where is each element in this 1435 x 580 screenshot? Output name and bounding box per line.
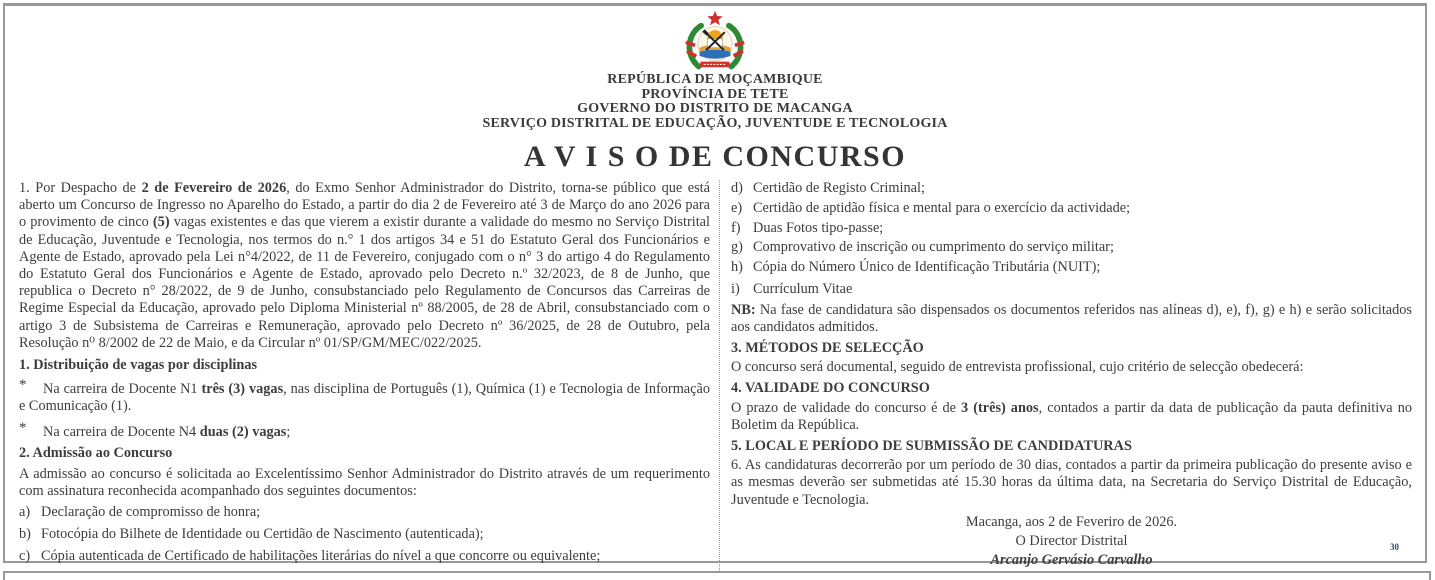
place-date-line: Macanga, aos 2 de Feveriro de 2026. [965, 513, 1178, 530]
item-label: f) [731, 219, 741, 236]
item-text: Certidão de aptidão física e mental para o exercício da actividade; [753, 199, 1131, 216]
left-column [19, 180, 719, 580]
item-text: Duas Fotos tipo-passe; [753, 219, 884, 236]
document-item-d [731, 180, 1412, 197]
item-label: a) [19, 504, 31, 521]
section5-paragraph: 6. As candidaturas decorrerão por um período de 30 dias, contados a partir da primeira publicação do presente aviso e as mesmas deverão ser submetidas até 15.30 horas da última data, na Secretaria do Serviço Distrital de Educação, Juventude e Tecnologia. [731, 457, 1412, 508]
item-text: Certidão de Registo Criminal; [753, 180, 925, 196]
org-line-province: PROVÍNCIA DE TETE [641, 86, 789, 102]
document-item-e [731, 200, 1412, 217]
item-text: Cópia do Número Único de Identificação Tributária (NUIT); [753, 259, 1101, 276]
notice-body [5, 178, 1425, 580]
org-line-republic: REPÚBLICA DE MOÇAMBIQUE [607, 72, 823, 87]
item-label: h) [731, 259, 743, 276]
notice-title: A V I S O DE CONCURSO [523, 140, 907, 173]
section4-heading: 4. VALIDADE DO CONCURSO [731, 380, 930, 397]
vacancy-bullet-n1: * Na carreira de Docente N1 três (3) vagas, nas disciplina de Português (1), Química (1) e Tecnologia de Informação e Comunicação (1). [19, 377, 710, 415]
item-label: b) [19, 526, 31, 543]
item-label: c) [19, 547, 31, 564]
document-item-h [731, 259, 1412, 276]
item-label: i) [731, 281, 740, 298]
asterisk-marker: * [19, 377, 27, 394]
item-text: Declaração de compromisso de honra; [41, 504, 261, 521]
notice-document-frame [3, 3, 1427, 568]
admission-paragraph: A admissão ao concurso é solicitada ao Excelentíssimo Senhor Administrador do Distrito através de um requerimento com assinatura reconhecida acompanhado dos seguintes documentos: [19, 466, 710, 500]
document-header [5, 6, 1425, 131]
section2-heading: 2. Admissão ao Concurso [19, 444, 173, 461]
section5-heading: 5. LOCAL E PERÍODO DE SUBMISSÃO DE CANDIDATURAS [731, 438, 1132, 455]
signature-block [731, 513, 1412, 580]
right-column [720, 180, 1412, 580]
section3-heading: 3. MÉTODOS DE SELECÇÃO [731, 340, 924, 356]
document-item-a [19, 504, 710, 521]
item-label: g) [731, 239, 743, 256]
item-label: d) [731, 180, 743, 196]
document-item-f [731, 220, 1412, 237]
intro-paragraph: 1. Por Despacho de 2 de Fevereiro de 2026, do Exmo Senhor Administrador do Distrito, torna-se público que está aberto um Concurso de Ingresso no Aparelho do Estado, a partir do dia 2 de Fevereiro até 3 de Março do ano 2026 para o provimento de cinco (5) vagas existentes e das que vierem a existir durante a validade do mesmo no Serviço Distrital de Educação, Juventude e Tecnologia, nos termos do n.° 1 dos artigos 34 e 51 do Estatuto Geral dos Funcionários e Agente de Estado, aprovado pela Lei n°4/2022, de 11 de Fevereiro, conjugado com o n° 3 do artigo 4 do Regulamento do Estatuto Geral dos Funcionários e Agente de Estado, aprovado pelo Decreto n.º 32/2023, de 8 de Junho, que republica o Decreto n° 28/2022, de 9 de Junho, consubstanciado pelo Regulamento de Concursos das Carreiras de Regime Especial da Educação, aprovado pelo Diploma Ministerial nº 88/2005, de 28 de Abril, consubstanciado com o artigo 3 de Subsistema de Carreiras e Remuneração, aprovado pelo Decreto nº 36/2025, de 28 de Outubro, pela Resolução n⁰ 8/2002 de 22 de Maio, e da Circular nº 01/SP/GM/MEC/022/2025. [19, 180, 710, 351]
section3-paragraph: O concurso será documental, seguido de entrevista profissional, cujo critério de selecção obedecerá: [731, 359, 1304, 376]
item-label: e) [731, 199, 743, 216]
org-line-district: GOVERNO DO DISTRITO DE MACANGA [577, 101, 853, 116]
document-item-i [731, 281, 1412, 298]
document-item-c [19, 548, 710, 565]
signer-role: O Director Distrital [1015, 532, 1128, 549]
next-notice-frame-top [3, 571, 1431, 580]
vacancy-bullet-n4: * Na carreira de Docente N4 duas (2) vagas; [19, 419, 291, 440]
page-number: 30 [1390, 542, 1399, 552]
section4-paragraph: O prazo de validade do concurso é de 3 (três) anos, contados a partir da data de publicação da pauta definitiva no Boletim da República. [731, 399, 1412, 433]
nb-note: NB: Na fase de candidatura são dispensados os documentos referidos nas alíneas d), e), f), g) e h) e serão solicitados aos candidatos admitidos. [731, 301, 1412, 335]
signer-name: Arcanjo Gervásio Carvalho [990, 551, 1153, 568]
item-text: Fotocópia do Bilhete de Identidade ou Certidão de Nascimento (autenticada); [41, 526, 484, 543]
item-text: Cópia autenticada de Certificado de habilitações literárias do nível a que concorre ou equivalente; [41, 547, 601, 564]
org-line-service: SERVIÇO DISTRITAL DE EDUCAÇÃO, JUVENTUDE E TECNOLOGIA [482, 115, 948, 131]
item-text: Currículum Vitae [753, 281, 853, 298]
document-item-g [731, 239, 1412, 256]
document-item-b [19, 526, 710, 543]
item-text: Comprovativo de inscrição ou cumprimento do serviço militar; [753, 239, 1114, 256]
section1-heading: 1. Distribuição de vagas por disciplinas [19, 357, 258, 374]
mozambique-coat-of-arms-icon [674, 11, 756, 73]
asterisk-marker: * [19, 419, 27, 436]
